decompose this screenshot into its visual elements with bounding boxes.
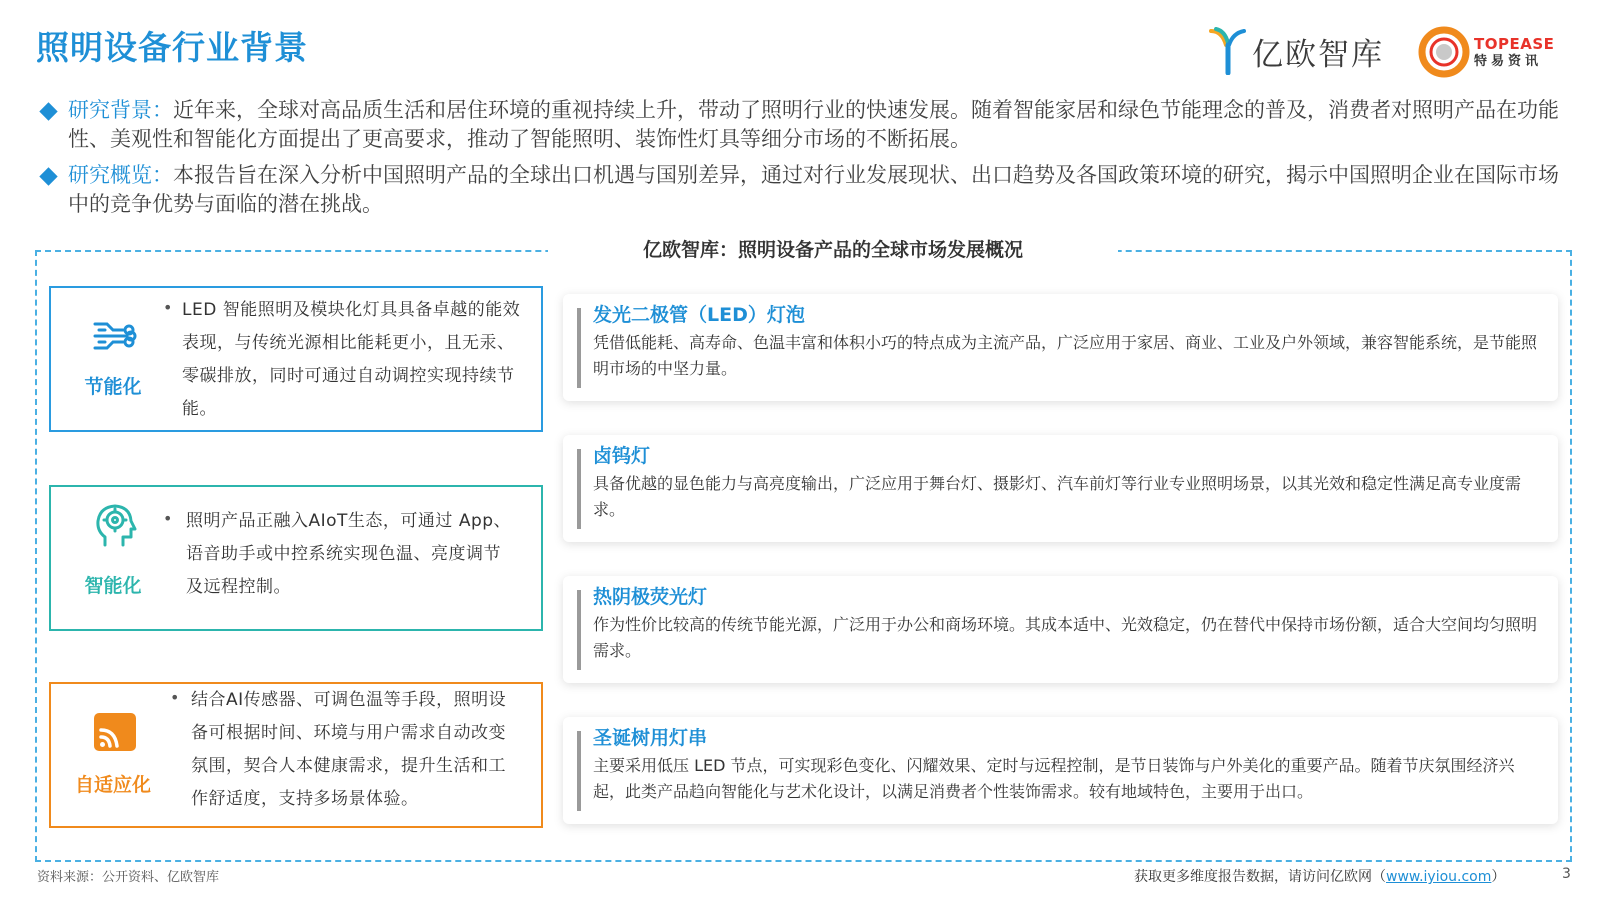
bullet-lead: 研究背景：	[68, 98, 173, 122]
card-accent-bar	[577, 731, 581, 811]
yiou-logo	[1208, 26, 1384, 76]
topease-logo	[1418, 26, 1554, 78]
product-card-led-bulb	[563, 294, 1558, 401]
card-accent-bar	[577, 590, 581, 670]
product-card-halogen	[563, 435, 1558, 542]
yiou-y-mark-icon	[1208, 27, 1248, 75]
feature-energy-saving	[49, 286, 543, 432]
feature-adaptive	[49, 682, 543, 828]
card-accent-bar	[577, 308, 581, 388]
feature-dot: •	[163, 298, 173, 317]
yiou-logo-text: 亿欧智库	[1252, 36, 1384, 73]
cast-signal-icon	[89, 706, 141, 758]
feature-dot: •	[170, 688, 180, 707]
card-title: 圣诞树用灯串	[593, 727, 708, 749]
feature-desc: 结合AI传感器、可调色温等手段，照明设备可根据时间、环境与用户需求自动改变氛围，契合人本健康需求，提升生活和工作舒适度，支持多场景体验。	[191, 690, 507, 809]
feature-label: 节能化	[84, 376, 142, 398]
diamond-bullet-icon	[39, 102, 57, 120]
card-text: 作为性价比较高的传统节能光源，广泛用于办公和商场环境。其成本适中、光效稳定，仍在替代中保持市场份额，适合大空间均匀照明需求。	[593, 615, 1538, 660]
section-title: 亿欧智库：照明设备产品的全球市场发展概况	[548, 236, 1118, 264]
source-note: 资料来源：公开资料、亿欧智库	[37, 870, 220, 885]
feature-label: 智能化	[84, 575, 142, 597]
feature-label: 自适应化	[74, 774, 151, 796]
footer-more-suffix: ）	[1491, 869, 1506, 885]
footer-more-info	[1134, 866, 1505, 886]
card-title: 热阴极荧光灯	[593, 586, 708, 608]
topease-logo-en: TOPEASE	[1474, 34, 1555, 53]
bullet-text: 近年来，全球对高品质生活和居住环境的重视持续上升，带动了照明行业的快速发展。随着智能家居和绿色节能理念的普及，消费者对照明产品在功能性、美观性和智能化方面提出了更高要求，推动了智能照明、装饰性灯具等细分市场的不断拓展。	[68, 98, 1559, 151]
page-title: 照明设备行业背景	[36, 28, 308, 67]
footer-more-prefix: 获取更多维度报告数据，请访问亿欧网（	[1134, 869, 1386, 885]
bullet-lead: 研究概览：	[68, 163, 173, 187]
card-title: 卤钨灯	[593, 445, 651, 467]
energy-flow-icon	[89, 310, 141, 362]
bullet-research-background	[38, 96, 1578, 154]
feature-intelligent	[49, 485, 543, 631]
card-text: 主要采用低压 LED 节点，可实现彩色变化、闪耀效果、定时与远程控制，是节日装饰与户外美化的重要产品。随着节庆氛围经济兴起，此类产品趋向智能化与艺术化设计，以满足消费者个性装饰需求。较有地域特色，主要用于出口。	[593, 756, 1515, 801]
ai-head-icon	[89, 499, 141, 551]
card-text: 具备优越的显色能力与高亮度输出，广泛应用于舞台灯、摄影灯、汽车前灯等行业专业照明场景，以其光效和稳定性满足高专业度需求。	[593, 474, 1522, 519]
card-text: 凭借低能耗、高寿命、色温丰富和体积小巧的特点成为主流产品，广泛应用于家居、商业、工业及户外领域，兼容智能系统，是节能照明市场的中坚力量。	[593, 333, 1538, 378]
topease-ring-icon	[1418, 26, 1470, 78]
bullet-text: 本报告旨在深入分析中国照明产品的全球出口机遇与国别差异，通过对行业发展现状、出口趋势及各国政策环境的研究，揭示中国照明企业在国际市场中的竞争优势与面临的潜在挑战。	[68, 163, 1559, 216]
product-card-christmas-lights	[563, 717, 1558, 824]
feature-desc: 照明产品正融入AIoT生态，可通过 App、语音助手或中控系统实现色温、亮度调节及远程控制。	[186, 511, 512, 597]
feature-dot: •	[163, 509, 173, 528]
card-title: 发光二极管（LED）灯泡	[593, 304, 805, 326]
topease-logo-zh: 特易资讯	[1474, 53, 1543, 69]
bullet-research-overview	[38, 161, 1578, 219]
card-accent-bar	[577, 449, 581, 529]
feature-desc: LED 智能照明及模块化灯具具备卓越的能效表现，与传统光源相比能耗更小，且无汞、零碳排放，同时可通过自动调控实现持续节能。	[182, 300, 521, 419]
iyiou-link[interactable]: www.iyiou.com	[1386, 869, 1492, 885]
page-number: 3	[1562, 866, 1571, 882]
intro-bullets	[38, 96, 1578, 226]
diamond-bullet-icon	[39, 167, 57, 185]
product-card-fluorescent	[563, 576, 1558, 683]
